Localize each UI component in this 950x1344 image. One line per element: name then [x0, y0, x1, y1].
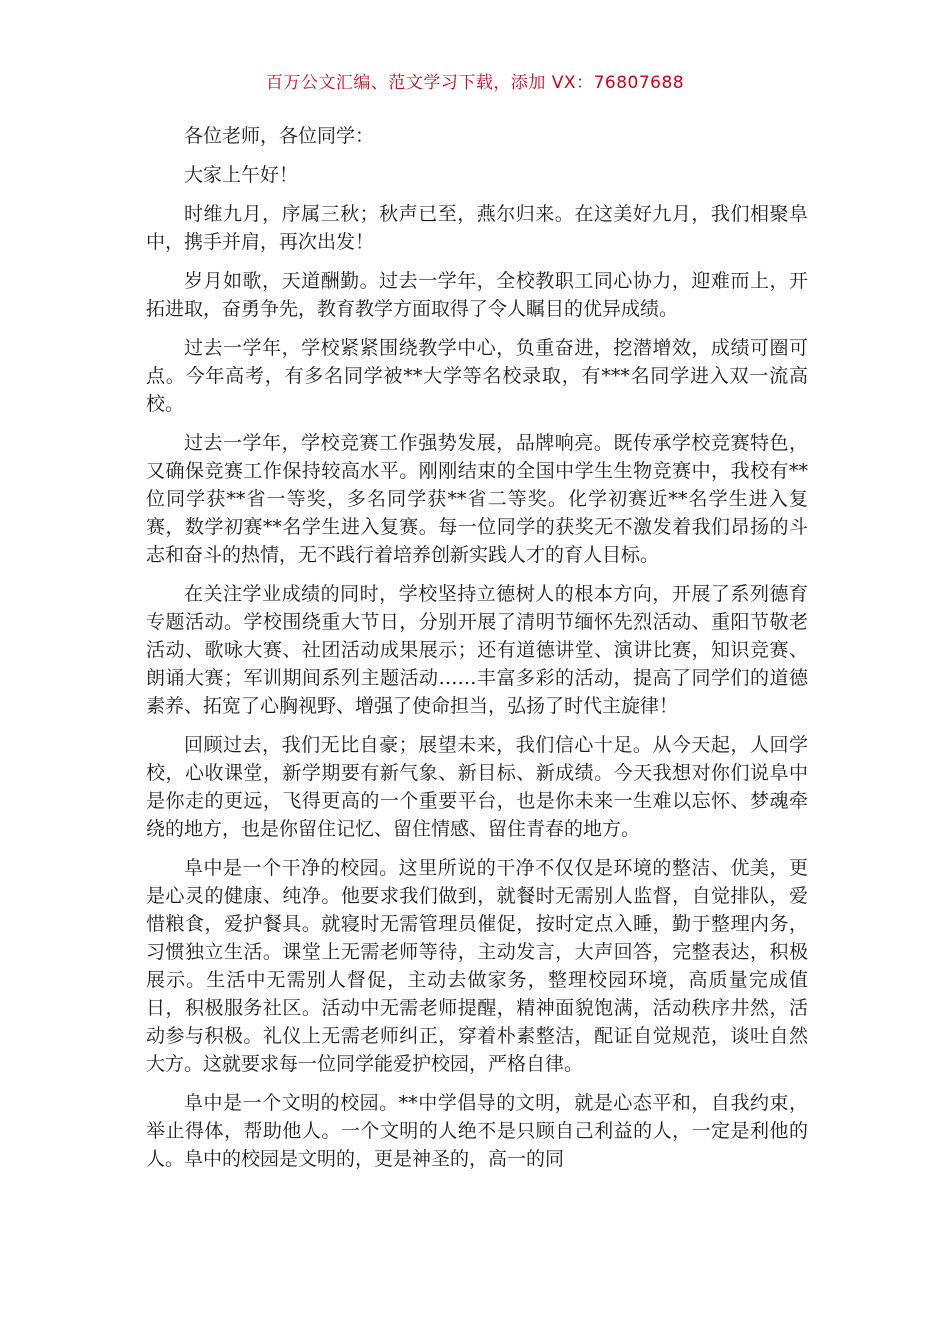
paragraph: 过去一学年，学校紧紧围绕教学中心，负重奋进，挖潜增效，成绩可圈可点。今年高考，有多名同学被**大学等名校录取，有***名同学进入双一流高校。: [146, 337, 808, 415]
paragraph: 时维九月，序属三秋；秋声已至，燕尔归来。在这美好九月，我们相聚阜中，携手并肩，再次出发！: [146, 203, 808, 253]
paragraph: 回顾过去，我们无比自豪；展望未来，我们信心十足。从今天起，人回学校，心收课堂，新学期要有新气象、新目标、新成绩。今天我想对你们说阜中是你走的更远，飞得更高的一个重要平台，也是你未来一生难以忘怀、梦魂牵绕的地方，也是你留住记忆、留住情感、留住青春的地方。: [146, 734, 808, 840]
greeting: 大家上午好！: [184, 164, 299, 186]
paragraph: 阜中是一个干净的校园。这里所说的干净不仅仅是环境的整洁、优美，更是心灵的健康、纯净。他要求我们做到，就餐时无需别人监督，自觉排队，爱惜粮食，爱护餐具。就寝时无需管理员催促，按时定点入睡，勤于整理内务，习惯独立生活。课堂上无需老师等待，主动发言，大声回答，完整表达，积极展示。生活中无需别人督促，主动去做家务，整理校园环境，高质量完成值日，积极服务社区。活动中无需老师提醒，精神面貌饱满，活动秩序井然，活动参与积极。礼仪上无需老师纠正，穿着朴素整洁，配证自觉规范，谈吐自然大方。这就要求每一位同学能爱护校园，严格自律。: [146, 857, 808, 1075]
paragraph: 岁月如歌，天道酬勤。过去一学年，全校教职工同心协力，迎难而上，开拓进取，奋勇争先，教育教学方面取得了令人瞩目的优异成绩。: [146, 270, 808, 320]
paragraph: 在关注学业成绩的同时，学校坚持立德树人的根本方向，开展了系列德育专题活动。学校围绕重大节日，分别开展了清明节缅怀先烈活动、重阳节敬老活动、歌咏大赛、社团活动成果展示；还有道德讲堂、演讲比赛，知识竞赛、朗诵大赛；军训期间系列主题活动……丰富多彩的活动，提高了同学们的道德素养、拓宽了心胸视野、增强了使命担当，弘扬了时代主旋律！: [146, 583, 808, 717]
salutation: 各位老师，各位同学：: [184, 125, 375, 147]
speech-body: [146, 122, 808, 1184]
header-banner: 百万公文汇编、范文学习下载，添加 VX：76807688: [265, 73, 685, 93]
paragraph: 阜中是一个文明的校园。**中学倡导的文明，就是心态平和，自我约束，举止得体，帮助他人。一个文明的人绝不是只顾自己利益的人，一定是利他的人。阜中的校园是文明的，更是神圣的，高一的同: [146, 1092, 808, 1170]
paragraph: 过去一学年，学校竞赛工作强势发展，品牌响亮。既传承学校竞赛特色，又确保竞赛工作保持较高水平。刚刚结束的全国中学生生物竞赛中，我校有**位同学获**省一等奖，多名同学获**省二等奖。化学初赛近**名学生进入复赛，数学初赛**名学生进入复赛。每一位同学的获奖无不激发着我们昂扬的斗志和奋斗的热情，无不践行着培养创新实践人才的育人目标。: [146, 432, 808, 566]
